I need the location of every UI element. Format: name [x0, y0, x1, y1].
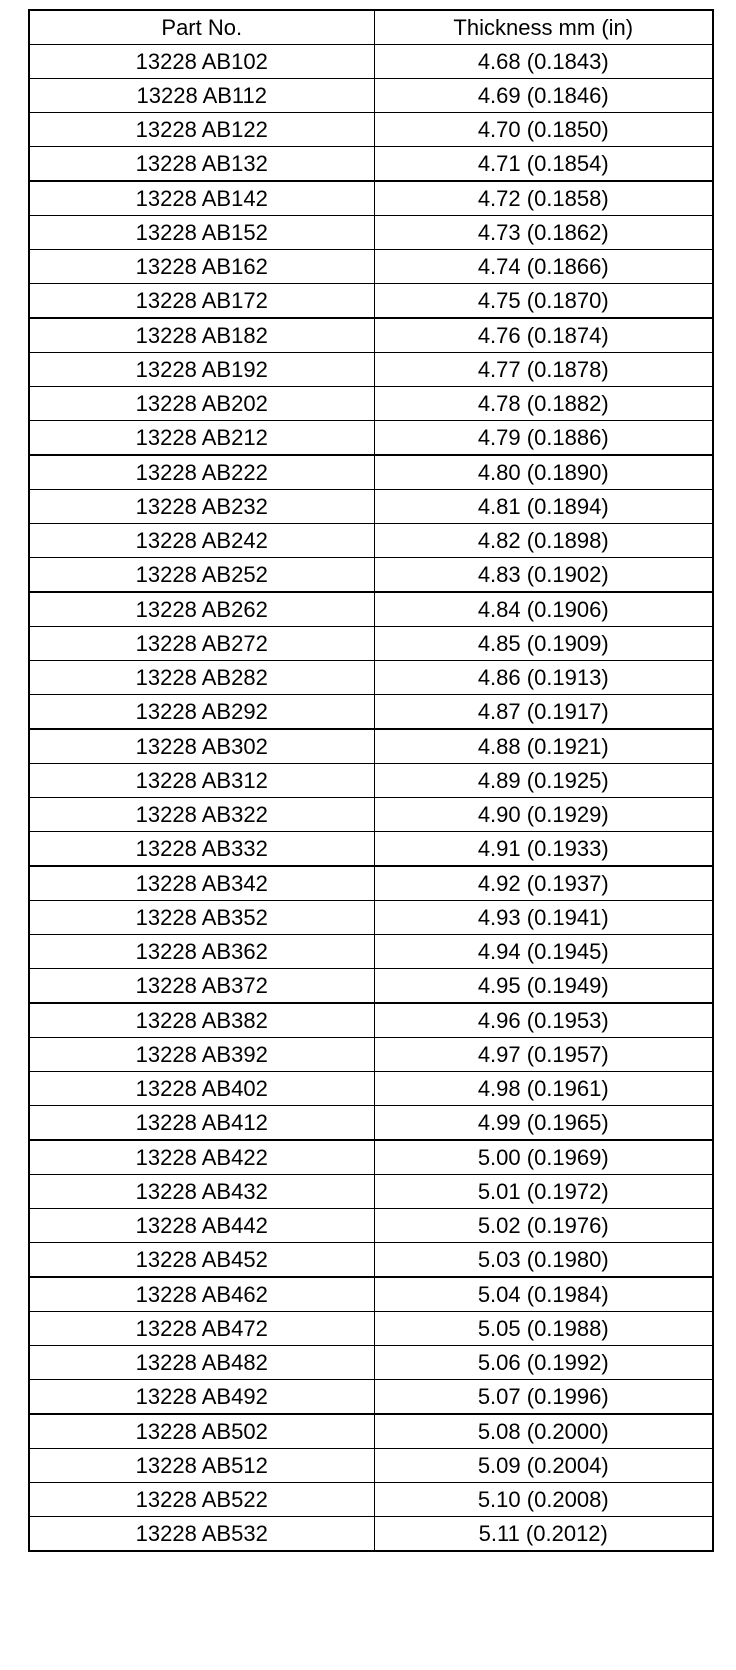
thickness-cell: 4.88 (0.1921)	[374, 729, 713, 764]
thickness-cell: 4.99 (0.1965)	[374, 1106, 713, 1141]
table-row	[29, 1483, 713, 1517]
part-number-cell: 13228 AB452	[29, 1243, 374, 1278]
thickness-cell: 4.78 (0.1882)	[374, 387, 713, 421]
thickness-cell: 5.08 (0.2000)	[374, 1414, 713, 1449]
table-row	[29, 1243, 713, 1278]
part-number-cell: 13228 AB202	[29, 387, 374, 421]
table-row	[29, 1175, 713, 1209]
table-row	[29, 729, 713, 764]
table-row	[29, 1312, 713, 1346]
thickness-cell: 4.80 (0.1890)	[374, 455, 713, 490]
part-number-cell: 13228 AB252	[29, 558, 374, 593]
part-number-cell: 13228 AB472	[29, 1312, 374, 1346]
part-number-cell: 13228 AB142	[29, 181, 374, 216]
table-row	[29, 1140, 713, 1175]
thickness-cell: 4.70 (0.1850)	[374, 113, 713, 147]
table-row	[29, 1414, 713, 1449]
part-number-cell: 13228 AB502	[29, 1414, 374, 1449]
table-row	[29, 147, 713, 182]
part-number-cell: 13228 AB292	[29, 695, 374, 730]
table-row	[29, 1380, 713, 1415]
thickness-cell: 4.85 (0.1909)	[374, 627, 713, 661]
header-thickness: Thickness mm (in)	[374, 10, 713, 45]
thickness-cell: 4.77 (0.1878)	[374, 353, 713, 387]
table-row	[29, 524, 713, 558]
table-row	[29, 284, 713, 319]
table-row	[29, 661, 713, 695]
table-row	[29, 1106, 713, 1141]
thickness-cell: 5.02 (0.1976)	[374, 1209, 713, 1243]
part-number-cell: 13228 AB422	[29, 1140, 374, 1175]
table-row	[29, 1003, 713, 1038]
part-number-cell: 13228 AB442	[29, 1209, 374, 1243]
table-row	[29, 695, 713, 730]
table-body	[29, 45, 713, 1552]
thickness-cell: 4.68 (0.1843)	[374, 45, 713, 79]
thickness-cell: 4.79 (0.1886)	[374, 421, 713, 456]
table-row	[29, 901, 713, 935]
table-row	[29, 387, 713, 421]
table-row	[29, 113, 713, 147]
thickness-cell: 5.10 (0.2008)	[374, 1483, 713, 1517]
header-row	[29, 10, 713, 45]
part-number-cell: 13228 AB222	[29, 455, 374, 490]
thickness-cell: 4.96 (0.1953)	[374, 1003, 713, 1038]
part-number-cell: 13228 AB362	[29, 935, 374, 969]
part-number-cell: 13228 AB382	[29, 1003, 374, 1038]
thickness-cell: 4.91 (0.1933)	[374, 832, 713, 867]
table-row	[29, 1072, 713, 1106]
table-row	[29, 592, 713, 627]
part-number-cell: 13228 AB312	[29, 764, 374, 798]
table-row	[29, 832, 713, 867]
thickness-cell: 4.95 (0.1949)	[374, 969, 713, 1004]
table-row	[29, 250, 713, 284]
part-thickness-table	[28, 9, 714, 1552]
part-number-cell: 13228 AB212	[29, 421, 374, 456]
part-number-cell: 13228 AB152	[29, 216, 374, 250]
thickness-cell: 4.75 (0.1870)	[374, 284, 713, 319]
header-part-no: Part No.	[29, 10, 374, 45]
thickness-cell: 4.84 (0.1906)	[374, 592, 713, 627]
thickness-cell: 5.06 (0.1992)	[374, 1346, 713, 1380]
part-number-cell: 13228 AB412	[29, 1106, 374, 1141]
thickness-cell: 4.94 (0.1945)	[374, 935, 713, 969]
thickness-cell: 4.81 (0.1894)	[374, 490, 713, 524]
part-number-cell: 13228 AB392	[29, 1038, 374, 1072]
part-number-cell: 13228 AB512	[29, 1449, 374, 1483]
table-row	[29, 969, 713, 1004]
part-number-cell: 13228 AB492	[29, 1380, 374, 1415]
thickness-cell: 4.98 (0.1961)	[374, 1072, 713, 1106]
table-row	[29, 181, 713, 216]
part-number-cell: 13228 AB332	[29, 832, 374, 867]
thickness-cell: 5.03 (0.1980)	[374, 1243, 713, 1278]
thickness-cell: 4.92 (0.1937)	[374, 866, 713, 901]
thickness-cell: 5.05 (0.1988)	[374, 1312, 713, 1346]
table-row	[29, 353, 713, 387]
thickness-cell: 4.86 (0.1913)	[374, 661, 713, 695]
thickness-cell: 4.93 (0.1941)	[374, 901, 713, 935]
thickness-cell: 4.89 (0.1925)	[374, 764, 713, 798]
part-number-cell: 13228 AB192	[29, 353, 374, 387]
part-number-cell: 13228 AB462	[29, 1277, 374, 1312]
thickness-cell: 5.01 (0.1972)	[374, 1175, 713, 1209]
table-row	[29, 764, 713, 798]
part-number-cell: 13228 AB322	[29, 798, 374, 832]
table-row	[29, 1449, 713, 1483]
thickness-cell: 5.11 (0.2012)	[374, 1517, 713, 1552]
table-row	[29, 318, 713, 353]
thickness-cell: 4.74 (0.1866)	[374, 250, 713, 284]
part-number-cell: 13228 AB402	[29, 1072, 374, 1106]
thickness-cell: 5.09 (0.2004)	[374, 1449, 713, 1483]
part-number-cell: 13228 AB352	[29, 901, 374, 935]
part-number-cell: 13228 AB122	[29, 113, 374, 147]
table-row	[29, 1517, 713, 1552]
thickness-cell: 4.69 (0.1846)	[374, 79, 713, 113]
part-number-cell: 13228 AB242	[29, 524, 374, 558]
table-row	[29, 455, 713, 490]
part-number-cell: 13228 AB282	[29, 661, 374, 695]
table-row	[29, 1038, 713, 1072]
thickness-cell: 4.72 (0.1858)	[374, 181, 713, 216]
table-row	[29, 866, 713, 901]
part-number-cell: 13228 AB532	[29, 1517, 374, 1552]
part-number-cell: 13228 AB272	[29, 627, 374, 661]
part-number-cell: 13228 AB522	[29, 1483, 374, 1517]
table-row	[29, 216, 713, 250]
table-row	[29, 79, 713, 113]
thickness-cell: 4.73 (0.1862)	[374, 216, 713, 250]
thickness-cell: 5.07 (0.1996)	[374, 1380, 713, 1415]
table-row	[29, 627, 713, 661]
thickness-cell: 5.00 (0.1969)	[374, 1140, 713, 1175]
thickness-cell: 4.76 (0.1874)	[374, 318, 713, 353]
table-row	[29, 1209, 713, 1243]
part-number-cell: 13228 AB162	[29, 250, 374, 284]
part-number-cell: 13228 AB432	[29, 1175, 374, 1209]
part-number-cell: 13228 AB372	[29, 969, 374, 1004]
table-row	[29, 798, 713, 832]
part-number-cell: 13228 AB102	[29, 45, 374, 79]
part-number-cell: 13228 AB112	[29, 79, 374, 113]
part-number-cell: 13228 AB482	[29, 1346, 374, 1380]
thickness-cell: 4.90 (0.1929)	[374, 798, 713, 832]
part-number-cell: 13228 AB172	[29, 284, 374, 319]
table-row	[29, 558, 713, 593]
thickness-cell: 5.04 (0.1984)	[374, 1277, 713, 1312]
table-row	[29, 1346, 713, 1380]
part-number-cell: 13228 AB132	[29, 147, 374, 182]
thickness-cell: 4.82 (0.1898)	[374, 524, 713, 558]
part-number-cell: 13228 AB182	[29, 318, 374, 353]
table-row	[29, 935, 713, 969]
part-number-cell: 13228 AB302	[29, 729, 374, 764]
thickness-cell: 4.97 (0.1957)	[374, 1038, 713, 1072]
part-number-cell: 13228 AB232	[29, 490, 374, 524]
table-row	[29, 45, 713, 79]
table-row	[29, 1277, 713, 1312]
table-row	[29, 490, 713, 524]
table-row	[29, 421, 713, 456]
thickness-cell: 4.71 (0.1854)	[374, 147, 713, 182]
thickness-cell: 4.87 (0.1917)	[374, 695, 713, 730]
thickness-cell: 4.83 (0.1902)	[374, 558, 713, 593]
part-number-cell: 13228 AB342	[29, 866, 374, 901]
part-number-cell: 13228 AB262	[29, 592, 374, 627]
